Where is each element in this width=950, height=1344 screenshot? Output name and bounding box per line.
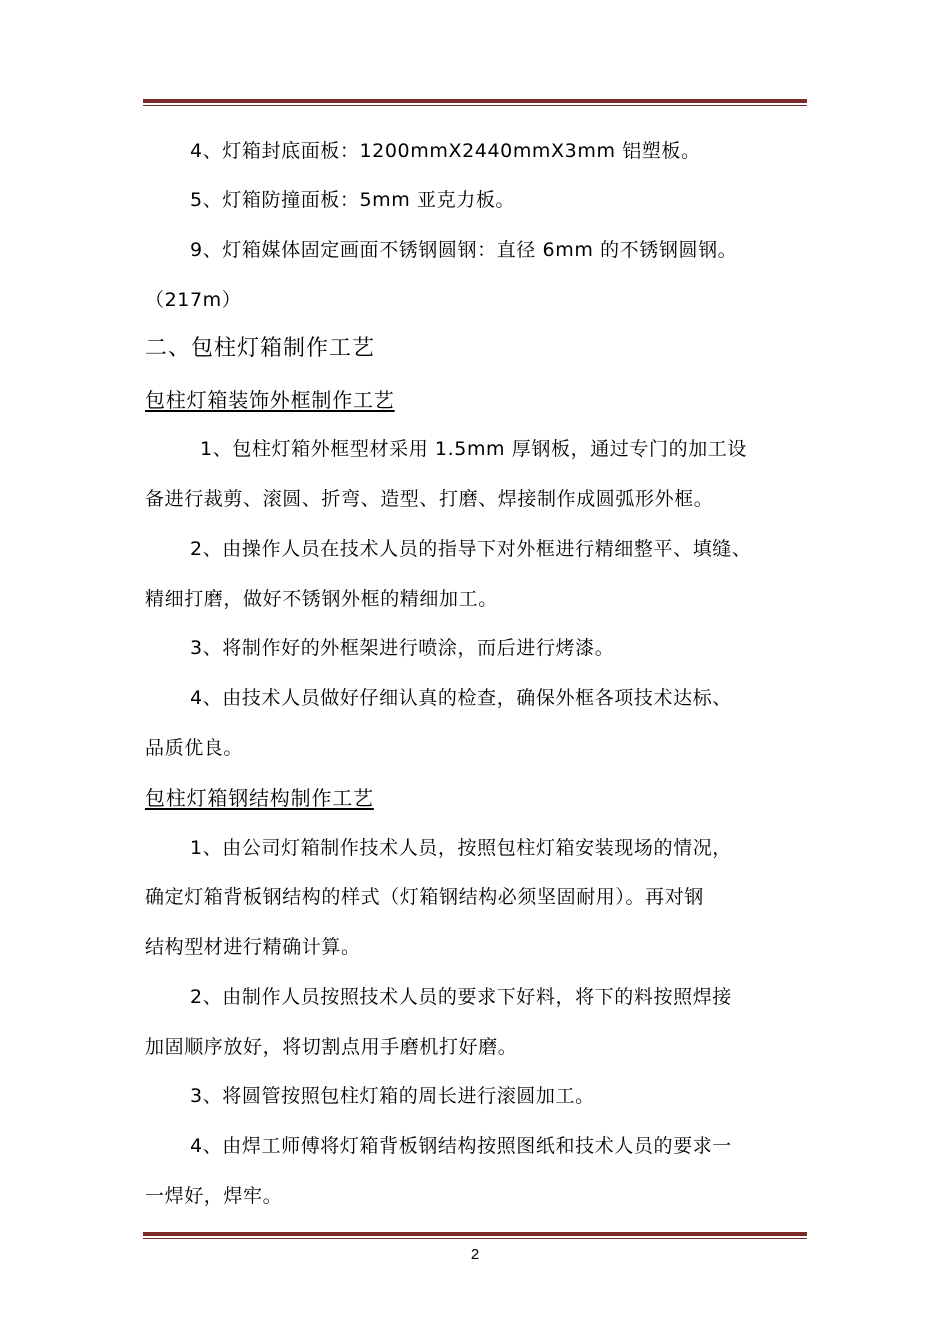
paragraph-line: 5、灯箱防撞面板：5mm 亚克力板。	[190, 189, 516, 211]
paragraph-line: 2、由制作人员按照技术人员的要求下好料，将下的料按照焊接	[190, 986, 732, 1008]
paragraph-line: 4、灯箱封底面板：1200mmX2440mmX3mm 铝塑板。	[190, 140, 701, 162]
paragraph-line: 1、包柱灯箱外框型材采用 1.5mm 厚钢板，通过专门的加工设	[200, 438, 748, 460]
footer-rule	[143, 1232, 807, 1239]
subsection-heading: 包柱灯箱钢结构制作工艺	[145, 786, 374, 810]
paragraph-line: 4、由技术人员做好仔细认真的检查，确保外框各项技术达标、	[190, 687, 732, 709]
footer-rule-thick	[143, 1232, 807, 1236]
paragraph-line: 9、灯箱媒体固定画面不锈钢圆钢：直径 6mm 的不锈钢圆钢。	[190, 239, 738, 261]
paragraph-line: 结构型材进行精确计算。	[145, 936, 361, 958]
paragraph-line: 确定灯箱背板钢结构的样式（灯箱钢结构必须坚固耐用）。再对钢	[145, 886, 704, 908]
paragraph-line: 3、将圆管按照包柱灯箱的周长进行滚圆加工。	[190, 1085, 595, 1107]
subsection-heading: 包柱灯箱装饰外框制作工艺	[145, 388, 395, 412]
paragraph-line: 精细打磨，做好不锈钢外框的精细加工。	[145, 588, 498, 610]
paragraph-line: 3、将制作好的外框架进行喷涂，而后进行烤漆。	[190, 637, 615, 659]
header-rule-thick	[143, 99, 807, 103]
paragraph-line: 1、由公司灯箱制作技术人员，按照包柱灯箱安装现场的情况，	[190, 837, 732, 859]
page-number: 2	[470, 1246, 480, 1263]
paragraph-line: 加固顺序放好，将切割点用手磨机打好磨。	[145, 1036, 518, 1058]
paragraph-line: 备进行裁剪、滚圆、折弯、造型、打磨、焊接制作成圆弧形外框。	[145, 488, 714, 510]
paragraph-line: （217m）	[145, 289, 242, 311]
paragraph-line: 一焊好，焊牢。	[145, 1185, 283, 1207]
header-rule-thin	[143, 105, 807, 106]
header-rule	[143, 99, 807, 106]
paragraph-line: 4、由焊工师傅将灯箱背板钢结构按照图纸和技术人员的要求一	[190, 1135, 732, 1157]
paragraph-line: 品质优良。	[145, 737, 244, 759]
section-heading: 二、包柱灯箱制作工艺	[145, 336, 376, 361]
footer-rule-thin	[143, 1238, 807, 1239]
paragraph-line: 2、由操作人员在技术人员的指导下对外框进行精细整平、填缝、	[190, 538, 752, 560]
